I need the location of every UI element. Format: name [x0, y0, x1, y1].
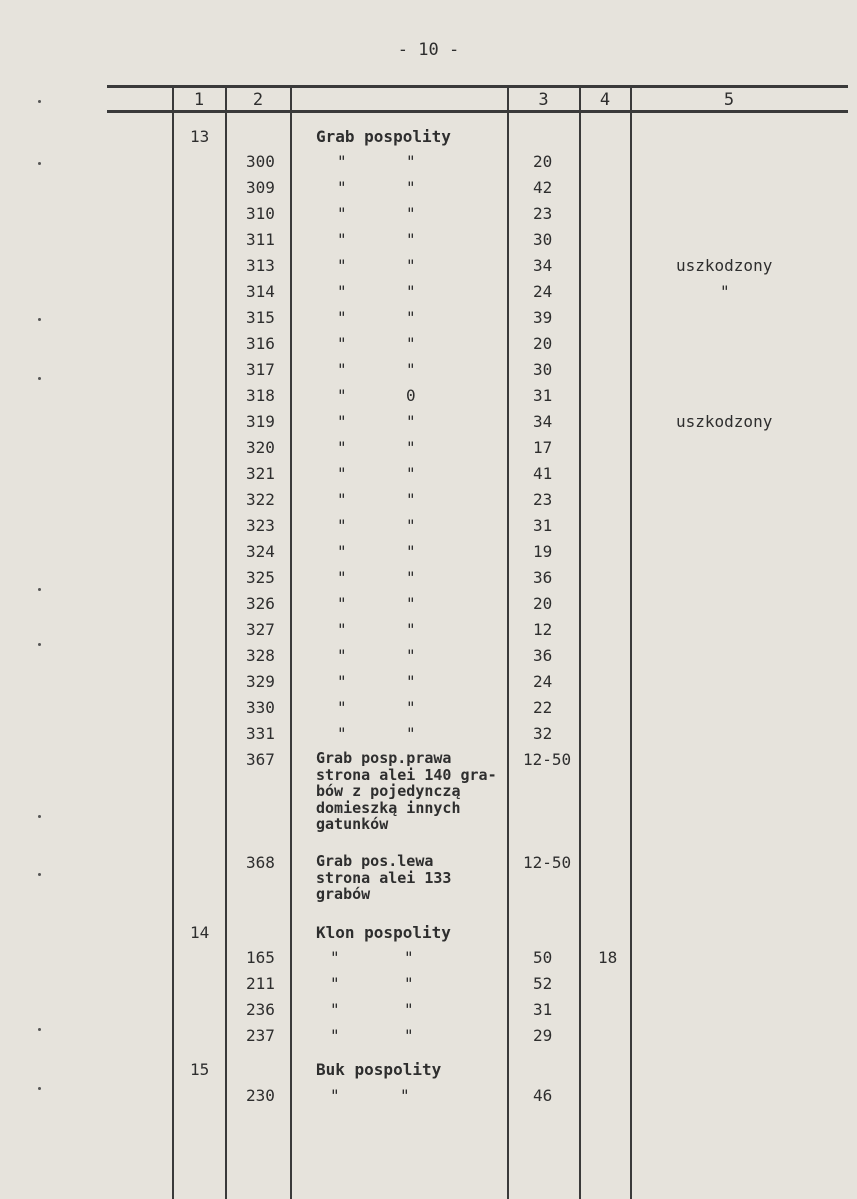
table-row: [0, 204, 857, 230]
page-number: - 10 -: [397, 40, 460, 60]
tree-number: 211: [246, 974, 275, 993]
tree-number: 324: [246, 542, 275, 561]
value-col3: 12-50: [523, 853, 572, 872]
ditto-mark: ": [400, 1086, 410, 1105]
ditto-mark: ": [337, 542, 347, 561]
table-row: [0, 594, 857, 620]
value-col3: 42: [533, 178, 553, 197]
ditto-mark: ": [330, 1026, 340, 1045]
ditto-mark: ": [406, 178, 416, 197]
tree-number: 315: [246, 308, 275, 327]
ditto-mark: ": [406, 490, 416, 509]
tree-number: 165: [246, 948, 275, 967]
margin-dot: [38, 162, 41, 165]
table-row: [0, 568, 857, 594]
table-row: [0, 438, 857, 464]
table-row: [0, 464, 857, 490]
value-col3: 30: [533, 360, 553, 379]
margin-dot: [38, 643, 41, 646]
ditto-mark: ": [337, 256, 347, 275]
ditto-mark: ": [406, 698, 416, 717]
ditto-mark: ": [337, 152, 347, 171]
header-top-rule: [107, 85, 848, 88]
table-row: [0, 1000, 857, 1026]
value-col3: 24: [533, 672, 553, 691]
table-row: [0, 516, 857, 542]
ditto-mark: ": [406, 308, 416, 327]
tree-number: 329: [246, 672, 275, 691]
ditto-mark: ": [337, 412, 347, 431]
margin-dot: [38, 377, 41, 380]
ditto-mark: ": [337, 724, 347, 743]
ditto-mark: ": [337, 438, 347, 457]
tree-number: 310: [246, 204, 275, 223]
ditto-mark: ": [404, 948, 414, 967]
tree-number: 316: [246, 334, 275, 353]
ditto-mark: ": [337, 594, 347, 613]
tree-number: 319: [246, 412, 275, 431]
group-description: Grab posp.prawa strona alei 140 gra- bów z pojedynczą domieszką innych gatunków: [316, 749, 497, 833]
ditto-mark: ": [337, 230, 347, 249]
value-col3: 17: [533, 438, 553, 457]
column-header-5: 5: [723, 90, 735, 110]
table-row: [0, 334, 857, 360]
table-row: [0, 308, 857, 334]
margin-dot: [38, 100, 41, 103]
value-col3: 34: [533, 412, 553, 431]
ditto-mark: ": [406, 152, 416, 171]
ditto-mark: ": [337, 490, 347, 509]
ditto-mark: ": [337, 464, 347, 483]
ditto-mark: ": [404, 1026, 414, 1045]
remark: ": [720, 282, 730, 301]
ditto-mark: ": [406, 594, 416, 613]
value-col3: 50: [533, 948, 553, 967]
header-bottom-rule: [107, 110, 848, 113]
ditto-mark: ": [337, 178, 347, 197]
table-row: [0, 646, 857, 672]
value-col3: 29: [533, 1026, 553, 1045]
ditto-mark: ": [337, 360, 347, 379]
value-col3: 20: [533, 594, 553, 613]
value-col3: 46: [533, 1086, 553, 1105]
ditto-mark: ": [337, 308, 347, 327]
value-col3: 20: [533, 334, 553, 353]
ditto-mark: ": [406, 438, 416, 457]
tree-number: 326: [246, 594, 275, 613]
ditto-mark: ": [406, 516, 416, 535]
margin-dot: [38, 1087, 41, 1090]
ditto-mark: ": [406, 724, 416, 743]
section-heading: [0, 127, 857, 153]
ditto-mark: ": [337, 334, 347, 353]
remark: uszkodzony: [676, 412, 773, 431]
table-row: [0, 1026, 857, 1052]
section-number: 14: [190, 923, 210, 942]
tree-number: 311: [246, 230, 275, 249]
tree-number: 320: [246, 438, 275, 457]
column-header-1: 1: [193, 90, 205, 110]
value-col3: 20: [533, 152, 553, 171]
tree-number: 327: [246, 620, 275, 639]
ditto-mark: ": [337, 698, 347, 717]
ditto-mark: ": [337, 516, 347, 535]
tree-number: 325: [246, 568, 275, 587]
value-col3: 19: [533, 542, 553, 561]
value-col3: 23: [533, 204, 553, 223]
ditto-mark: ": [330, 948, 340, 967]
ditto-mark: ": [406, 230, 416, 249]
margin-dot: [38, 873, 41, 876]
margin-dot: [38, 318, 41, 321]
value-col3: 36: [533, 646, 553, 665]
section-heading: [0, 923, 857, 949]
value-col3: 36: [533, 568, 553, 587]
ditto-mark: ": [406, 568, 416, 587]
ditto-mark: ": [337, 620, 347, 639]
value-col3: 30: [533, 230, 553, 249]
value-col3: 52: [533, 974, 553, 993]
species-name: Grab pospolity: [316, 127, 451, 146]
value-col3: 23: [533, 490, 553, 509]
tree-number: 300: [246, 152, 275, 171]
section-number: 15: [190, 1060, 210, 1079]
tree-number: 323: [246, 516, 275, 535]
tree-number: 321: [246, 464, 275, 483]
ditto-mark: ": [406, 256, 416, 275]
section-heading: [0, 1060, 857, 1086]
column-header-4: 4: [599, 90, 611, 110]
table-row: [0, 490, 857, 516]
margin-dot: [38, 1028, 41, 1031]
table-row: [0, 256, 857, 282]
tree-number: 309: [246, 178, 275, 197]
ditto-mark: ": [330, 1086, 340, 1105]
table-row: [0, 386, 857, 412]
remark: uszkodzony: [676, 256, 773, 275]
table-row: [0, 974, 857, 1000]
ditto-mark: ": [406, 360, 416, 379]
tree-number: 313: [246, 256, 275, 275]
ditto-mark: ": [337, 672, 347, 691]
ditto-mark: ": [337, 282, 347, 301]
value-col3: 12-50: [523, 750, 572, 769]
section-number: 13: [190, 127, 210, 146]
table-row: [0, 542, 857, 568]
ditto-mark: ": [406, 282, 416, 301]
table-row: [0, 948, 857, 974]
tree-number: 328: [246, 646, 275, 665]
value-col3: 31: [533, 516, 553, 535]
table-row: [0, 230, 857, 256]
table-row: [0, 698, 857, 724]
ditto-mark: ": [406, 620, 416, 639]
table-row: [0, 282, 857, 308]
value-col3: 41: [533, 464, 553, 483]
value-col4: 18: [598, 948, 618, 967]
margin-dot: [38, 815, 41, 818]
value-col3: 39: [533, 308, 553, 327]
tree-number: 367: [246, 750, 275, 769]
value-col3: 31: [533, 1000, 553, 1019]
table-row: [0, 412, 857, 438]
ditto-mark: ": [406, 464, 416, 483]
ditto-mark: 0: [406, 386, 416, 405]
tree-number: 330: [246, 698, 275, 717]
tree-number: 230: [246, 1086, 275, 1105]
ditto-mark: ": [406, 646, 416, 665]
table-row: [0, 360, 857, 386]
table-row: [0, 152, 857, 178]
table-row: [0, 1086, 857, 1112]
ditto-mark: ": [404, 974, 414, 993]
ditto-mark: ": [337, 646, 347, 665]
value-col3: 12: [533, 620, 553, 639]
ditto-mark: ": [406, 334, 416, 353]
group-description: Grab pos.lewa strona alei 133 grabów: [316, 852, 452, 903]
column-header-3: 3: [538, 90, 549, 110]
tree-number: 318: [246, 386, 275, 405]
table-row: [0, 672, 857, 698]
tree-number: 331: [246, 724, 275, 743]
ditto-mark: ": [404, 1000, 414, 1019]
ditto-mark: ": [337, 568, 347, 587]
margin-dot: [38, 588, 41, 591]
tree-number: 322: [246, 490, 275, 509]
tree-number: 314: [246, 282, 275, 301]
species-name: Buk pospolity: [316, 1060, 442, 1079]
tree-number: 368: [246, 853, 275, 872]
ditto-mark: ": [337, 204, 347, 223]
value-col3: 32: [533, 724, 553, 743]
value-col3: 22: [533, 698, 553, 717]
ditto-mark: ": [330, 1000, 340, 1019]
ditto-mark: ": [406, 204, 416, 223]
ditto-mark: ": [330, 974, 340, 993]
value-col3: 34: [533, 256, 553, 275]
ditto-mark: ": [406, 672, 416, 691]
tree-number: 317: [246, 360, 275, 379]
table-row: [0, 178, 857, 204]
ditto-mark: ": [337, 386, 347, 405]
ditto-mark: ": [406, 412, 416, 431]
ditto-mark: ": [406, 542, 416, 561]
tree-number: 237: [246, 1026, 275, 1045]
table-row: [0, 724, 857, 750]
column-header-2: 2: [252, 90, 264, 110]
species-name: Klon pospolity: [316, 923, 451, 942]
value-col3: 31: [533, 386, 553, 405]
value-col3: 24: [533, 282, 553, 301]
tree-number: 236: [246, 1000, 275, 1019]
table-row: [0, 620, 857, 646]
